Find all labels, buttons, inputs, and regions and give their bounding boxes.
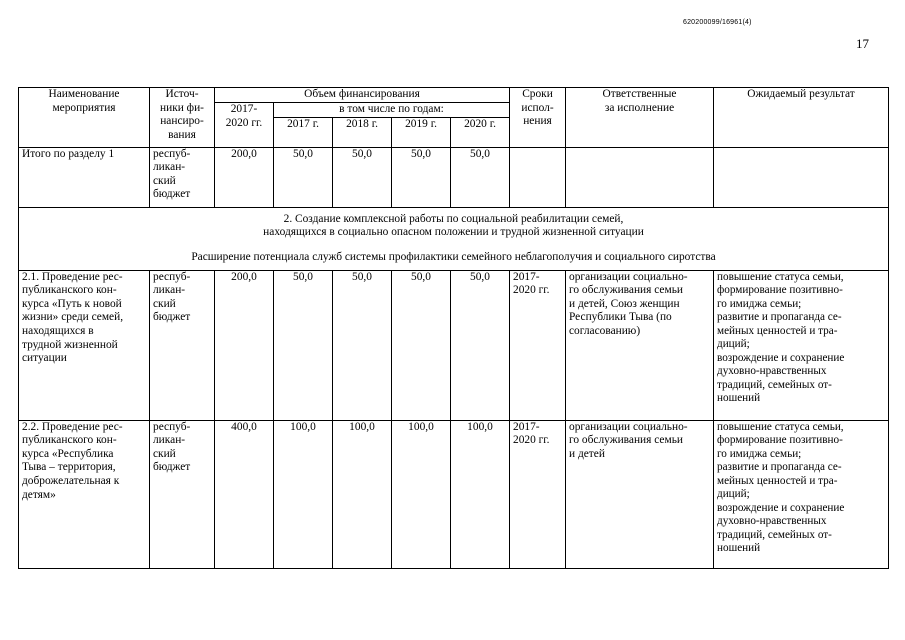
- section-subtitle: Расширение потенциала служб системы профилактики семейного неблагополучия и социального сиротства: [191, 250, 716, 263]
- row-name: 2.1. Проведение рес- публиканского кон- курса «Путь к новой жизни» среди семей, находящихся в трудной жизненной ситуации: [19, 270, 150, 420]
- total-row: [19, 147, 889, 207]
- row-source: респуб- ликан- ский бюджет: [150, 270, 215, 420]
- header-row-1: [19, 88, 889, 103]
- row-2020: 100,0: [451, 420, 510, 568]
- document-id: 620200099/16961(4): [683, 19, 752, 26]
- total-name: Итого по разделу 1: [19, 147, 150, 207]
- row-source: респуб- ликан- ский бюджет: [150, 420, 215, 568]
- section-title-line2: находящихся в социально опасном положении и трудной жизненной ситуации: [263, 226, 644, 239]
- header-result: Ожидаемый результат: [714, 88, 889, 148]
- header-by-years: в том числе по годам:: [274, 103, 510, 118]
- row-deadline: 2017- 2020 гг.: [510, 420, 566, 568]
- header-funding: Объем финансирования: [215, 88, 510, 103]
- row-name: 2.2. Проведение рес- публиканского кон- курса «Республика Тыва – территория, доброжелательная к детям»: [19, 420, 150, 568]
- header-year-2017: 2017 г.: [274, 117, 333, 147]
- total-2019: 50,0: [392, 147, 451, 207]
- page-number: 17: [856, 36, 869, 51]
- row-deadline: 2017- 2020 гг.: [510, 270, 566, 420]
- total-result: [714, 147, 889, 207]
- header-year-2018: 2018 г.: [333, 117, 392, 147]
- row-2018: 100,0: [333, 420, 392, 568]
- total-sum: 200,0: [215, 147, 274, 207]
- row-total: 400,0: [215, 420, 274, 568]
- section-cell: [19, 207, 889, 270]
- header-deadline: Сроки испол- нения: [510, 88, 566, 148]
- total-responsible: [566, 147, 714, 207]
- header-year-2020: 2020 г.: [451, 117, 510, 147]
- section-row: [19, 207, 889, 270]
- header-source: Источ- ники фи- нансиро- вания: [150, 88, 215, 148]
- row-2020: 50,0: [451, 270, 510, 420]
- row-total: 200,0: [215, 270, 274, 420]
- total-2020: 50,0: [451, 147, 510, 207]
- total-source: респуб- ликан- ский бюджет: [150, 147, 215, 207]
- header-event: Наименование мероприятия: [19, 88, 150, 148]
- table-row: [19, 270, 889, 420]
- header-responsible: Ответственные за исполнение: [566, 88, 714, 148]
- header-year-2019: 2019 г.: [392, 117, 451, 147]
- section-title-line1: 2. Создание комплексной работы по социальной реабилитации семей,: [283, 212, 624, 225]
- financing-table: [18, 87, 889, 569]
- row-result: повышение статуса семьи, формирование позитивно- го имиджа семьи; развитие и пропаганда се- мейных ценностей и тра- диций; возрождение и сохранение духовно-нравственных традиций, семейных от- ношений: [714, 420, 889, 568]
- row-2017: 50,0: [274, 270, 333, 420]
- total-2017: 50,0: [274, 147, 333, 207]
- row-2018: 50,0: [333, 270, 392, 420]
- row-2019: 50,0: [392, 270, 451, 420]
- total-2018: 50,0: [333, 147, 392, 207]
- total-deadline: [510, 147, 566, 207]
- row-2017: 100,0: [274, 420, 333, 568]
- row-2019: 100,0: [392, 420, 451, 568]
- row-responsible: организации социально- го обслуживания семьи и детей: [566, 420, 714, 568]
- table-row: [19, 420, 889, 568]
- header-total-years: 2017- 2020 гг.: [215, 103, 274, 148]
- row-responsible: организации социально- го обслуживания семьи и детей, Союз женщин Республики Тыва (по согласованию): [566, 270, 714, 420]
- row-result: повышение статуса семьи, формирование позитивно- го имиджа семьи; развитие и пропаганда се- мейных ценностей и тра- диций; возрождение и сохранение духовно-нравственных традиций, семейных от- ношений: [714, 270, 889, 420]
